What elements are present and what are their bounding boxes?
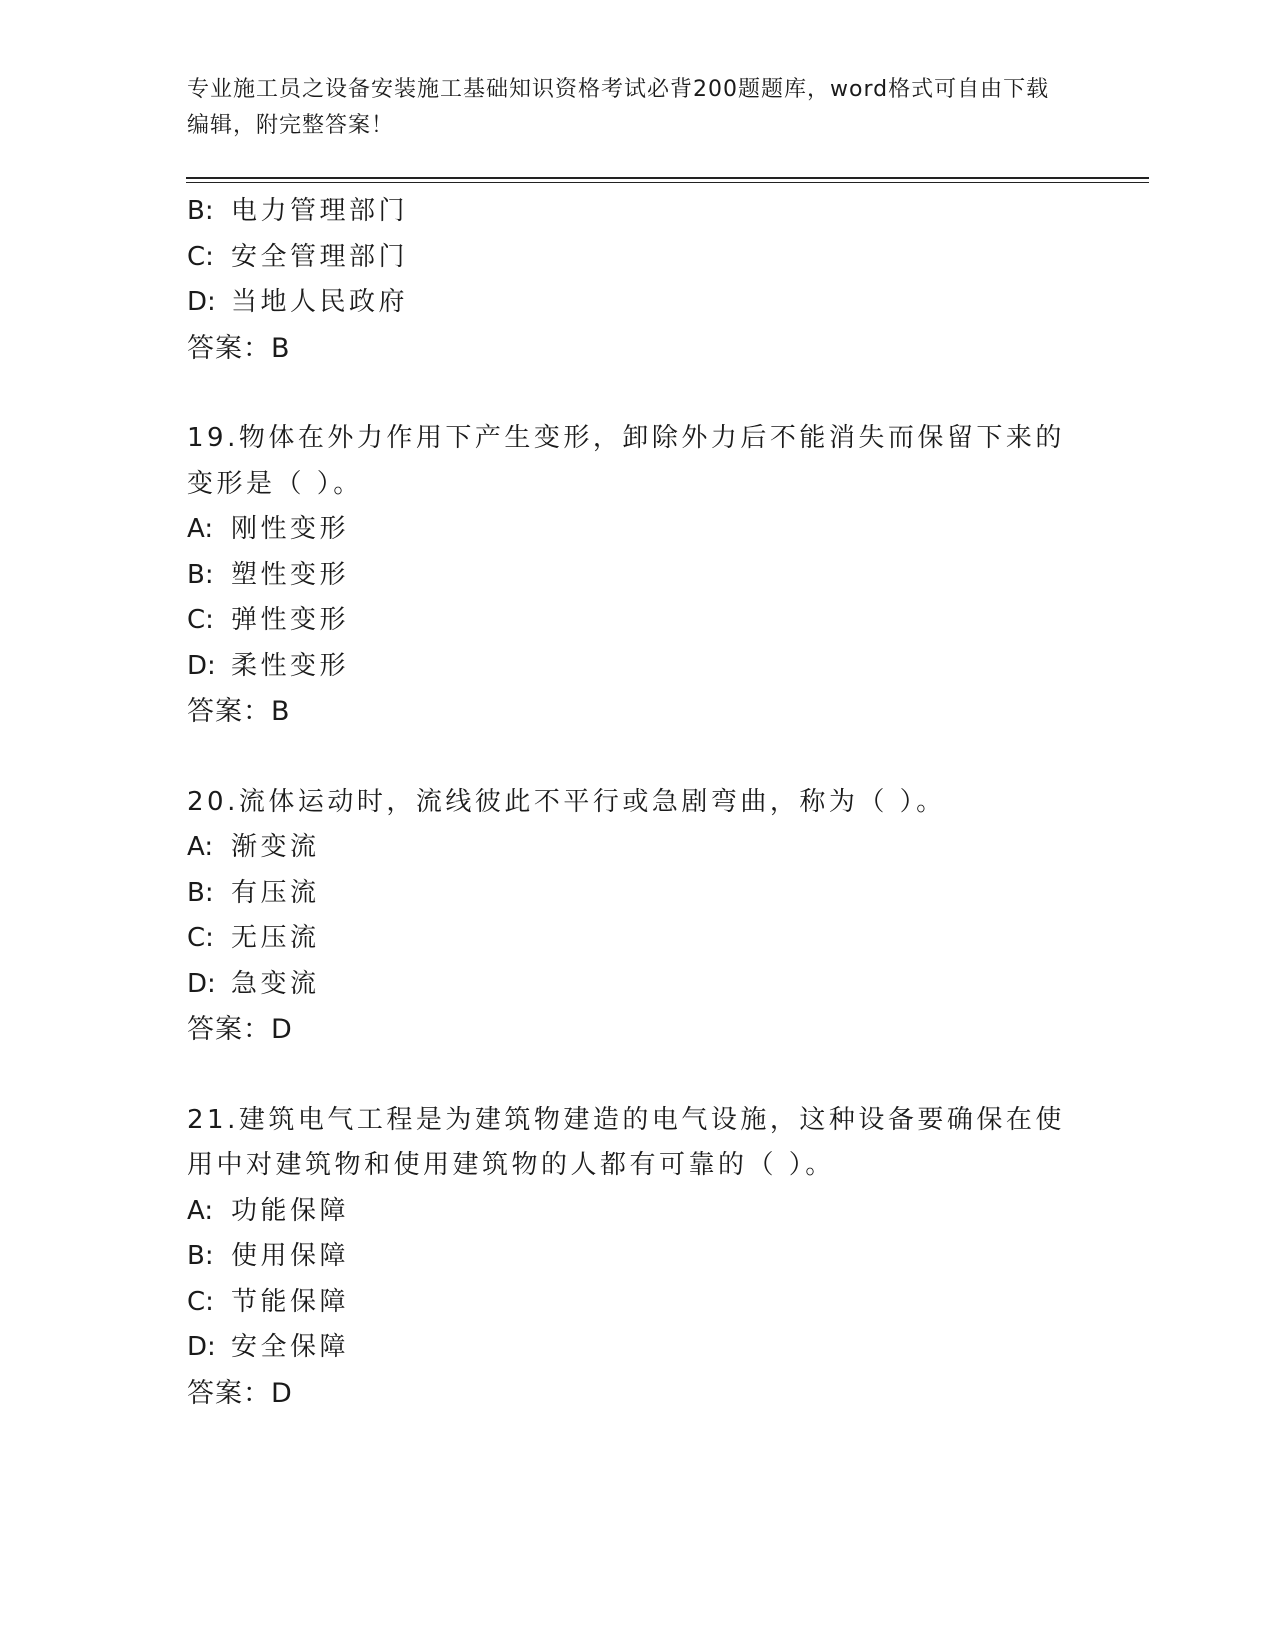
option-text: 使用保障 bbox=[231, 1241, 350, 1271]
option-d bbox=[187, 280, 1087, 326]
option-a bbox=[187, 507, 1087, 553]
option-c bbox=[187, 235, 1087, 281]
option-b bbox=[187, 1234, 1087, 1280]
option-c bbox=[187, 1280, 1087, 1326]
option-text: 急变流 bbox=[231, 968, 320, 999]
option-b bbox=[187, 871, 1087, 917]
option-letter: C: bbox=[187, 241, 214, 272]
question-stem: 19.物体在外力作用下产生变形，卸除外力后不能消失而保留下来的变形是（ ）。 bbox=[187, 423, 1065, 499]
option-text: 有压流 bbox=[231, 877, 320, 908]
option-d bbox=[187, 1325, 1087, 1371]
question-stem: 20.流体运动时，流线彼此不平行或急剧弯曲，称为（ ）。 bbox=[187, 786, 946, 817]
option-letter: C: bbox=[187, 1286, 214, 1317]
option-letter: A: bbox=[187, 832, 214, 862]
option-text: 功能保障 bbox=[231, 1195, 350, 1226]
option-letter: D: bbox=[187, 1332, 216, 1362]
header-divider bbox=[186, 177, 1149, 183]
option-a bbox=[187, 825, 1087, 871]
option-d bbox=[187, 644, 1087, 690]
option-letter: D: bbox=[187, 287, 216, 317]
option-letter: C: bbox=[187, 605, 214, 635]
question-list bbox=[187, 189, 1087, 1416]
option-letter: D: bbox=[187, 968, 216, 999]
option-c bbox=[187, 598, 1087, 644]
answer-line: 答案：B bbox=[187, 332, 291, 364]
option-text: 节能保障 bbox=[231, 1286, 350, 1317]
option-letter: B: bbox=[187, 877, 214, 908]
option-letter: B: bbox=[187, 196, 214, 226]
option-letter: C: bbox=[187, 923, 214, 953]
option-text: 当地人民政府 bbox=[231, 287, 409, 317]
option-text: 柔性变形 bbox=[231, 650, 350, 681]
option-letter: B: bbox=[187, 1241, 214, 1271]
option-letter: A: bbox=[187, 514, 214, 544]
option-letter: A: bbox=[187, 1195, 214, 1226]
option-b bbox=[187, 553, 1087, 599]
answer-line: 答案：D bbox=[187, 1377, 293, 1409]
option-a bbox=[187, 1189, 1087, 1235]
option-text: 电力管理部门 bbox=[231, 196, 409, 226]
answer-line: 答案：D bbox=[187, 1014, 293, 1045]
option-text: 刚性变形 bbox=[231, 514, 350, 544]
option-text: 安全管理部门 bbox=[231, 241, 409, 272]
option-d bbox=[187, 962, 1087, 1008]
question-stem: 21.建筑电气工程是为建筑物建造的电气设施，这种设备要确保在使用中对建筑物和使用建筑物的人都有可靠的（ ）。 bbox=[187, 1104, 1065, 1180]
option-text: 塑性变形 bbox=[231, 559, 350, 590]
page-header: 专业施工员之设备安装施工基础知识资格考试必背200题题库，word格式可自由下载编辑，附完整答案！ bbox=[187, 77, 1050, 138]
option-text: 弹性变形 bbox=[231, 605, 350, 635]
option-text: 无压流 bbox=[231, 923, 320, 953]
option-text: 渐变流 bbox=[231, 832, 320, 862]
answer-line: 答案：B bbox=[187, 696, 291, 727]
option-letter: B: bbox=[187, 559, 214, 590]
option-text: 安全保障 bbox=[231, 1332, 350, 1362]
option-c bbox=[187, 916, 1087, 962]
option-b bbox=[187, 189, 1087, 235]
option-letter: D: bbox=[187, 650, 216, 681]
